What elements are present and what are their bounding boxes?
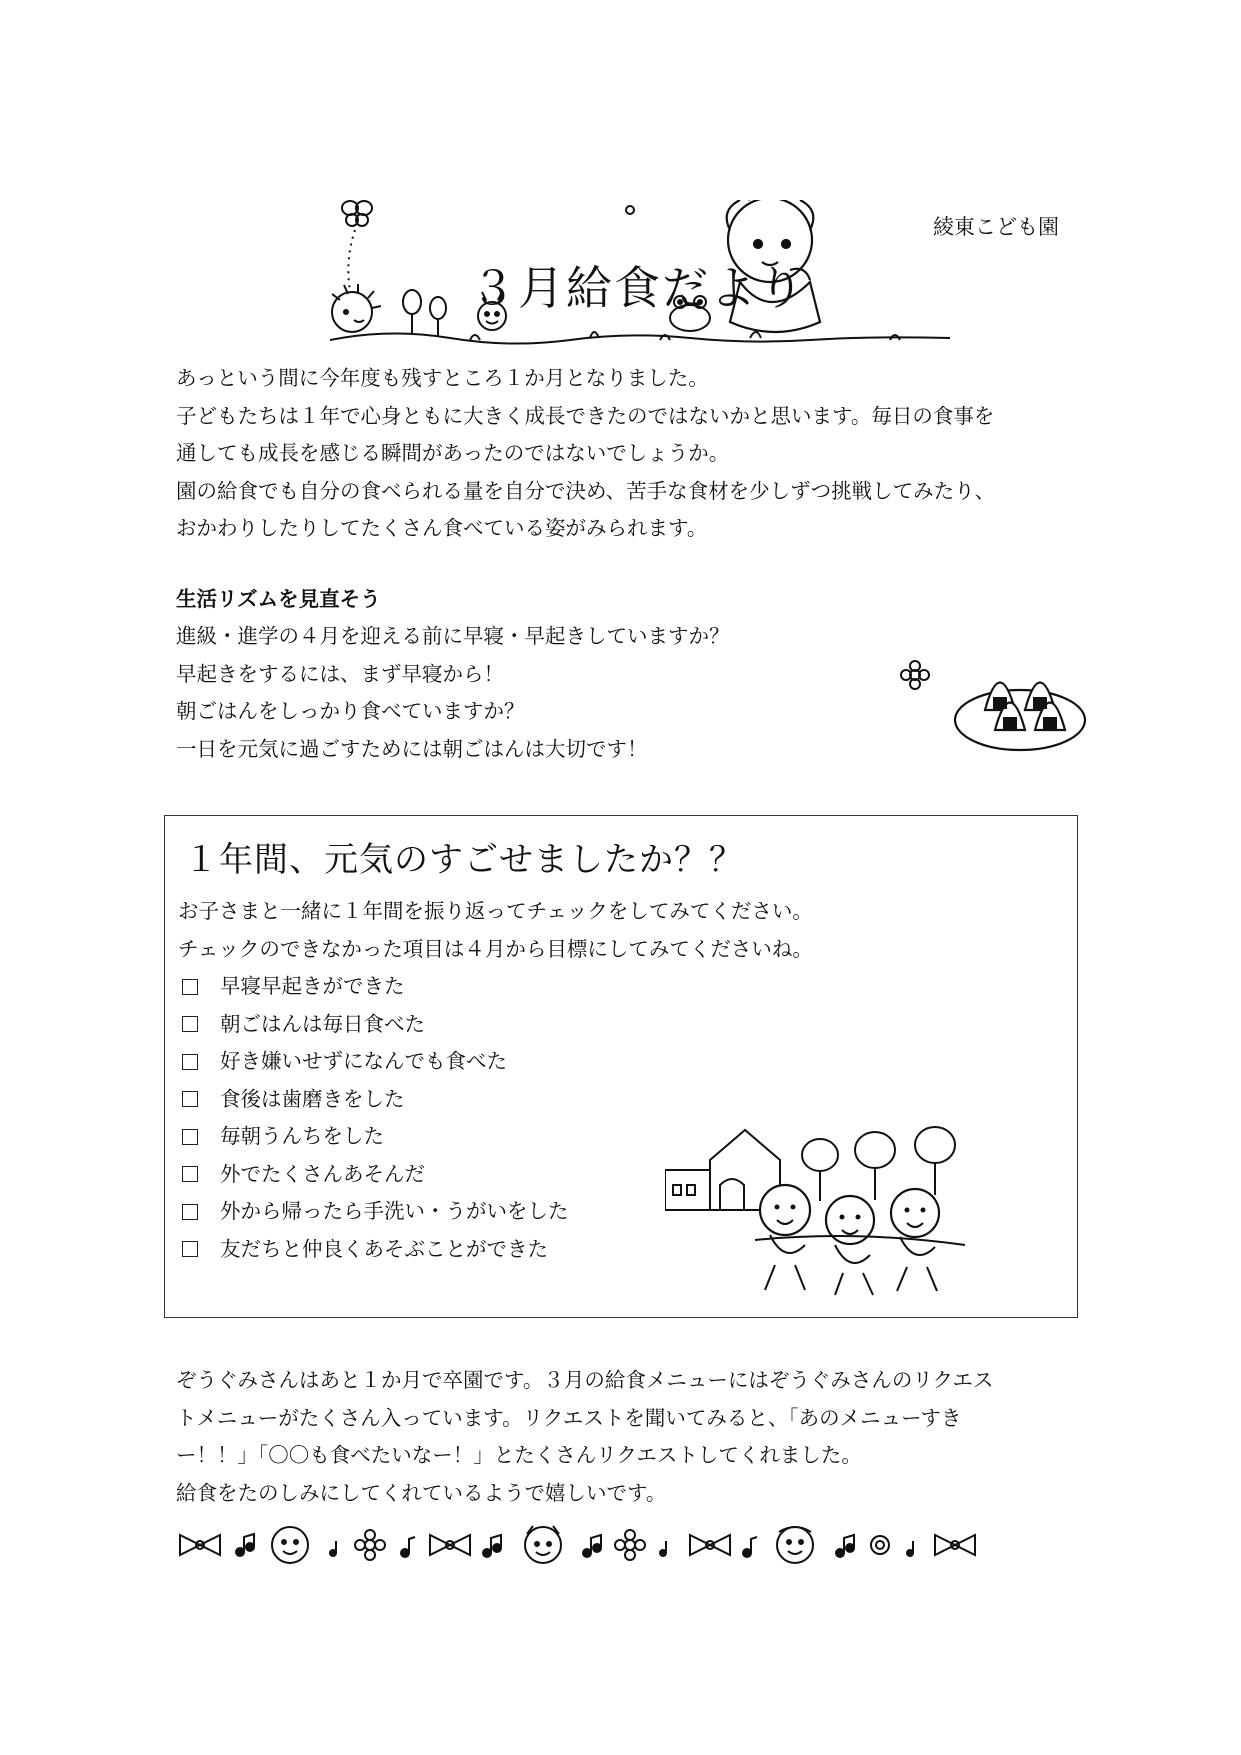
- rhythm-line: 早起きをするには、まず早寝から！: [176, 661, 504, 686]
- checklist-item[interactable]: [178, 1006, 569, 1044]
- flower-icon: [615, 1530, 645, 1560]
- face-icon: [777, 1527, 813, 1563]
- rhythm-line: 進級・進学の４月を迎える前に早寝・早起きしていますか？: [176, 624, 730, 648]
- hedgehog-icon: [332, 284, 381, 332]
- checkbox[interactable]: [182, 1054, 198, 1070]
- butterfly-icon: [342, 201, 372, 226]
- rhythm-line: 朝ごはんをしっかり食べていますか？: [176, 699, 525, 723]
- section-heading: 生活リズムを見直そう: [176, 587, 381, 611]
- checkbox[interactable]: [182, 1091, 198, 1107]
- checklist-item[interactable]: [178, 1231, 569, 1269]
- children-playing-illustration: [665, 1125, 995, 1305]
- music-note-icon: [836, 1535, 854, 1557]
- checklist-item[interactable]: [178, 1081, 569, 1119]
- music-note-icon: [907, 1541, 913, 1556]
- description-line: チェックのできなかった項目は４月から目標にしてみてくださいね。: [178, 936, 813, 961]
- flower-icon: [626, 206, 634, 214]
- onigiri-illustration: [895, 635, 1095, 760]
- checklist-item-label: 友だちと仲良くあそぶことができた: [220, 1236, 548, 1261]
- school-name: 綾東こども園: [933, 215, 1059, 239]
- checklist-item-label: 外でたくさんあそんだ: [220, 1161, 425, 1186]
- ribbon-icon: [430, 1535, 470, 1555]
- face-icon: [525, 1526, 561, 1563]
- checklist-title: １年間、元気のすごせましたか？？: [184, 840, 744, 880]
- ribbon-icon: [935, 1535, 975, 1555]
- checklist-item-label: 早寝早起きができた: [220, 974, 405, 998]
- ribbon-icon: [180, 1535, 220, 1555]
- checklist-description: [178, 893, 813, 968]
- ribbon-icon: [690, 1535, 730, 1555]
- checklist-item[interactable]: [178, 1043, 569, 1081]
- closing-line: 給食をたのしみにしてくれているようで嬉しいです。: [176, 1480, 667, 1505]
- checklist-item-label: 外から帰ったら手洗い・うがいをした: [220, 1199, 569, 1223]
- checkbox[interactable]: [182, 1204, 198, 1220]
- checklist-item[interactable]: [178, 968, 569, 1006]
- checkbox[interactable]: [182, 979, 198, 995]
- closing-line: トメニューがたくさん入っています。リクエストを聞いてみると、「あのメニューすき: [176, 1405, 962, 1430]
- checklist-item-label: 食後は歯磨きをした: [220, 1086, 405, 1111]
- face-icon: [272, 1527, 308, 1563]
- music-note-icon: [236, 1534, 254, 1556]
- intro-line: 通しても成長を感じる瞬間があったのではないでしょうか。: [176, 441, 730, 465]
- intro-line: あっという間に今年度も残すところ１か月となりました。: [176, 366, 709, 390]
- closing-line: ぞうぐみさんはあと１か月で卒園です。３月の給食メニューにはぞうぐみさんのリクエス: [176, 1368, 994, 1392]
- checkbox[interactable]: [182, 1016, 198, 1032]
- checkbox[interactable]: [182, 1129, 198, 1145]
- checklist-item-label: 好き嫌いせずになんでも食べた: [220, 1049, 507, 1073]
- decorative-border: [175, 1520, 1065, 1570]
- intro-text: [176, 360, 1076, 548]
- tree-icon: [802, 1127, 955, 1201]
- checkbox[interactable]: [182, 1241, 198, 1257]
- music-note-icon: [330, 1541, 336, 1556]
- rhythm-line: 一日を元気に過ごすためには朝ごはんは大切です！: [176, 736, 648, 761]
- closing-text: [176, 1362, 1076, 1512]
- checklist: [178, 968, 569, 1268]
- rhythm-text: [176, 618, 730, 768]
- checklist-item-label: 朝ごはんは毎日食べた: [220, 1011, 425, 1036]
- music-note-icon: [483, 1535, 501, 1557]
- flower-icon: [355, 1530, 385, 1560]
- checklist-item[interactable]: [178, 1156, 569, 1194]
- music-note-icon: [660, 1541, 666, 1556]
- checklist-item-label: 毎朝うんちをした: [220, 1124, 384, 1148]
- music-note-icon: [743, 1537, 757, 1557]
- page-title: ３月給食だより: [470, 261, 806, 315]
- closing-line: ー！！」「〇〇も食べたいなー！」とたくさんリクエストしてくれました。: [176, 1443, 862, 1467]
- intro-line: 園の給食でも自分の食べられる量を自分で決め、苦手な食材を少しずつ挑戦してみたり、: [176, 478, 996, 503]
- description-line: お子さまと一緒に１年間を振り返ってチェックをしてみてください。: [178, 899, 813, 923]
- music-note-icon: [583, 1535, 601, 1557]
- intro-line: 子どもたちは１年で心身ともに大きく成長できたのではないかと思います。毎日の食事を: [176, 403, 995, 428]
- ground-line: [330, 333, 950, 343]
- checkbox[interactable]: [182, 1166, 198, 1182]
- checklist-item[interactable]: [178, 1193, 569, 1231]
- intro-line: おかわりしたりしてたくさん食べている姿がみられます。: [176, 516, 708, 540]
- racket-icon: [403, 290, 446, 337]
- flower-icon: [901, 661, 929, 689]
- checklist-item[interactable]: [178, 1118, 569, 1156]
- flower-icon: [871, 1536, 889, 1554]
- music-note-icon: [401, 1537, 415, 1557]
